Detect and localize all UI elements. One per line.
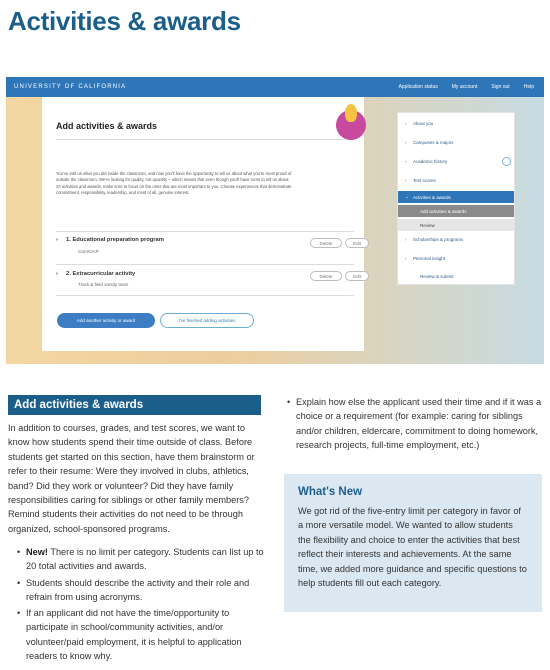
finish-activities-button[interactable]: I've finished adding activities (160, 313, 254, 328)
sidebar-item-test[interactable]: › Test scores (405, 178, 436, 183)
sidebar-item-campuses[interactable]: › Campuses & majors (405, 140, 454, 145)
edit-button[interactable]: Edit (345, 271, 369, 281)
check-circle-icon (502, 157, 511, 166)
sidebar-item-activities[interactable]: ⌄ Activities & awards (398, 191, 514, 203)
sidebar-item-academic[interactable]: › Academic history (405, 159, 448, 164)
sidebar-item-scholarships[interactable]: › Scholarships & programs (405, 237, 464, 242)
app-intro: You've told us what you did inside the classroom, and now you'll have the opportunity to tell us about what you're most proud of outside the classroom. We're looking for quality, not quantity – which means that even though you'll have room to tell us about 20 activities and awards, make sure to focus on the ones that are most important to you. Choose experiences that demonstrate commitment, responsibility, leadership, and most of all, genuine interest. (56, 171, 292, 195)
nav-sign-out[interactable]: Sign out (491, 84, 510, 90)
whats-new-box (284, 474, 542, 612)
application-sidebar (397, 112, 515, 285)
uc-brand: UNIVERSITY OF CALIFORNIA (14, 84, 127, 90)
whats-new-heading: What's New (298, 486, 363, 498)
whats-new-body: We got rid of the five-entry limit per category in favor of a more versatile model. We wanted to allow students the flexibility and choice to enter the activities that best reflect their interests and achievements. At the same time, we added more guidance and specific questions to help students fill out each category. (298, 506, 527, 589)
sidebar-item-submit[interactable]: Review & submit (420, 274, 454, 279)
section-body: In addition to courses, grades, and test scores, we want to know how students spend their time outside of class. Before students get started on this section, have them brainstorm or refer to their resume: Were they involved in clubs, athletics, band? Did they work or volunteer? Did they have family responsibilities caring for siblings or other family members? Remind students their activities do not need to be through organized, school-sponsored programs. (8, 423, 255, 534)
app-heading: Add activities & awards (56, 121, 158, 131)
lightbulb-icon (336, 110, 366, 140)
bullet-new: • New! There is no limit per category. Students can list up to 20 total activities and awards. (17, 547, 264, 572)
nav-help[interactable]: Help (523, 84, 534, 90)
sidebar-item-about[interactable]: › About you (405, 121, 434, 126)
bullet-describe: • Students should describe the activity and their role and refrain from using acronyms. (17, 578, 250, 603)
activity-item-2[interactable]: › 2. Extracurricular activity (56, 271, 136, 277)
activity-sub-2: Track & field varsity team (78, 282, 129, 287)
application-card (42, 97, 364, 351)
sidebar-item-personal[interactable]: › Personal insight (405, 256, 446, 261)
delete-button[interactable]: Delete (310, 271, 342, 281)
nav-application-status[interactable]: Application status (398, 84, 438, 90)
bullet-explain: • Explain how else the applicant used their time and if it was a choice or a requirement (for example: caring for siblings and/or children, eldercare, commitment to doing homework, research projects, full-time employment, etc.) (287, 397, 542, 451)
add-activity-button[interactable]: Add another activity or award (57, 313, 155, 328)
sidebar-item-add-activities[interactable]: Add activities & awards (398, 205, 514, 217)
nav-my-account[interactable]: My account (451, 84, 478, 90)
activity-sub-1: Cal-SOAP (78, 249, 99, 254)
uc-header-bar (6, 77, 544, 97)
chevron-right-icon: › (56, 237, 58, 243)
activity-item-1[interactable]: › 1. Educational preparation program (56, 237, 164, 243)
application-screenshot (6, 77, 544, 364)
bullet-time: • If an applicant did not have the time/opportunity to participate in school/community activities, and/or volunteer/paid employment, it is helpful to application readers to know why. (17, 608, 242, 662)
sidebar-item-review[interactable]: Review (398, 219, 514, 231)
delete-button[interactable]: Delete (310, 238, 342, 248)
edit-button[interactable]: Edit (345, 238, 369, 248)
section-heading: Add activities & awards (8, 395, 261, 415)
uc-nav (399, 84, 544, 90)
page-title: Activities & awards (8, 6, 241, 36)
chevron-right-icon: › (56, 271, 58, 277)
